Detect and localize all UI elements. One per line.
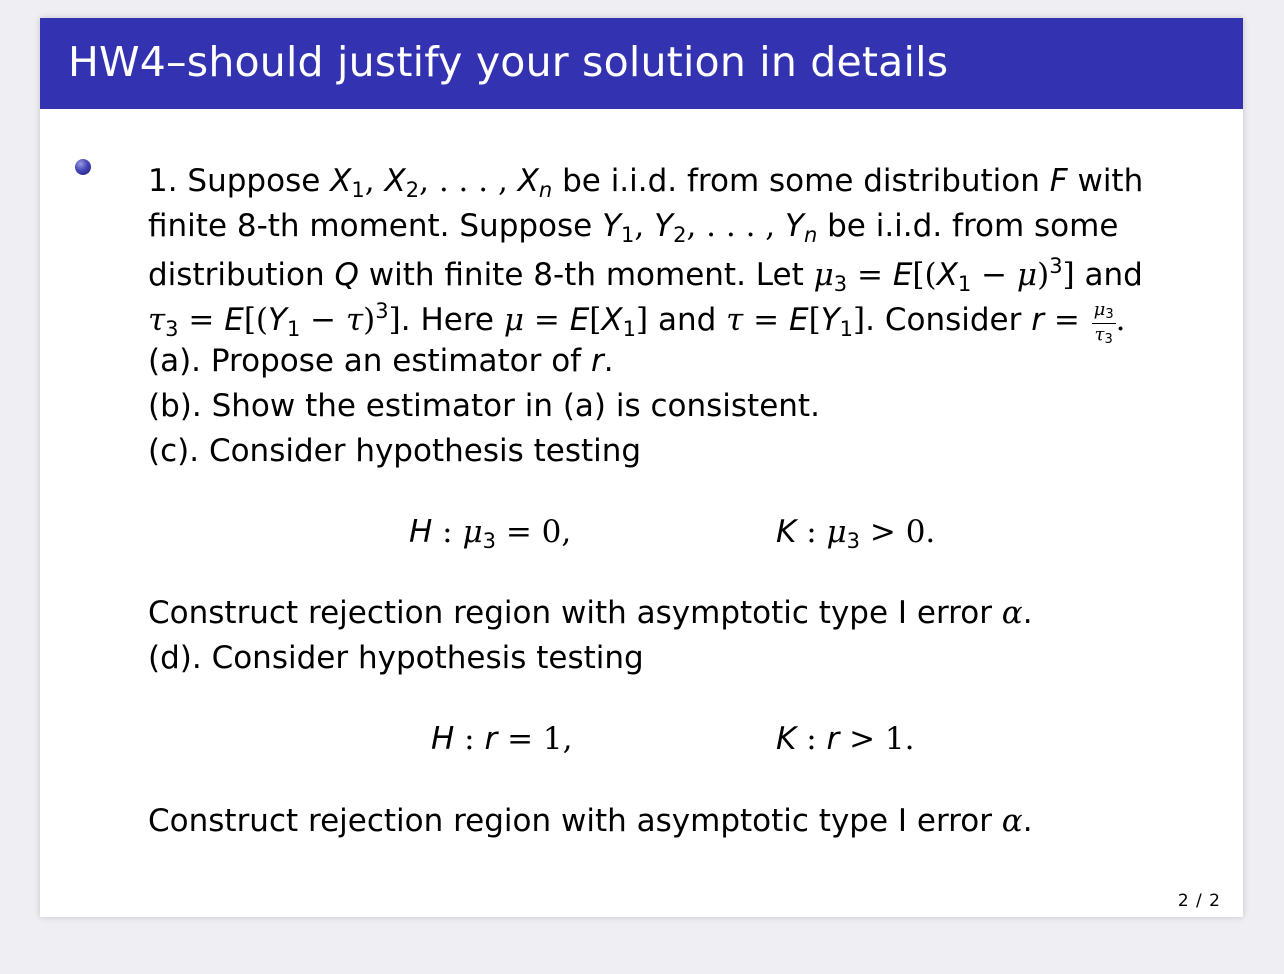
bullet-icon — [75, 159, 91, 175]
problem-line-4: $\tau_3 = E[(Y_1 - \tau)^3]$. Here $\mu = E[X_1]$ and $\tau = E[Y_1]$. Consider r = $\frac{\mu 3}{\tau 3}$ . — [148, 299, 1126, 347]
title-bar — [40, 18, 1243, 109]
hypothesis-c-null: H : $\mu_3 = 0$, — [409, 514, 572, 553]
part-c-text: (c). Consider hypothesis testing — [148, 433, 642, 469]
part-d — [148, 640, 644, 676]
hypothesis-d-null: H : r = 1, — [431, 721, 573, 757]
fraction-mu3-over-tau3: $\frac{\mu 3}{\tau 3}$ — [1093, 299, 1114, 347]
problem-text: distribution — [148, 257, 335, 293]
problem-line-1: 1. Suppose $X_1$, $X_2$, . . . , $X_n$ be i.i.d. from some distribution F with — [148, 163, 1144, 202]
problem-text: 1. Suppose — [148, 163, 331, 199]
construct-text: Construct rejection region with asymptotic type I error — [148, 595, 1002, 631]
hypothesis-c-alt: K : $\mu_3 > 0$. — [776, 514, 936, 553]
problem-text: and — [1074, 257, 1143, 293]
part-c — [148, 433, 642, 469]
part-b-text: (b). Show the estimator in (a) is consistent. — [148, 388, 820, 424]
problem-text: with — [1067, 163, 1144, 199]
problem-text: . Here — [400, 302, 504, 338]
problem-text: finite 8-th moment. Suppose — [148, 208, 603, 244]
problem-text: with finite 8-th moment. Let — [358, 257, 814, 293]
part-b — [148, 388, 820, 424]
hypothesis-d-alt: K : r > 1. — [776, 721, 915, 757]
problem-line-2: finite 8-th moment. Suppose $Y_1$, $Y_2$, . . . , $Y_n$ be i.i.d. from some — [148, 208, 1119, 247]
part-c-construct: Construct rejection region with asymptotic type I error α. — [148, 595, 1033, 631]
slide-title: HW4–should justify your solution in details — [68, 38, 949, 86]
construct-text: Construct rejection region with asymptotic type I error — [148, 803, 1002, 839]
part-d-construct: Construct rejection region with asymptotic type I error α. — [148, 803, 1033, 839]
problem-text: . Consider — [865, 302, 1032, 338]
problem-text: be i.i.d. from some — [817, 208, 1119, 244]
problem-line-3: distribution Q with finite 8-th moment. Let $\mu_3 = E[(X_1 - \mu)^3]$ and — [148, 254, 1143, 296]
problem-text: and — [648, 302, 727, 338]
problem-text: be i.i.d. from some distribution — [552, 163, 1050, 199]
part-a-text: (a). Propose an estimator of — [148, 343, 591, 379]
part-d-text: (d). Consider hypothesis testing — [148, 640, 644, 676]
part-a: (a). Propose an estimator of r. — [148, 343, 614, 379]
page-number: 2 / 2 — [1177, 891, 1221, 911]
